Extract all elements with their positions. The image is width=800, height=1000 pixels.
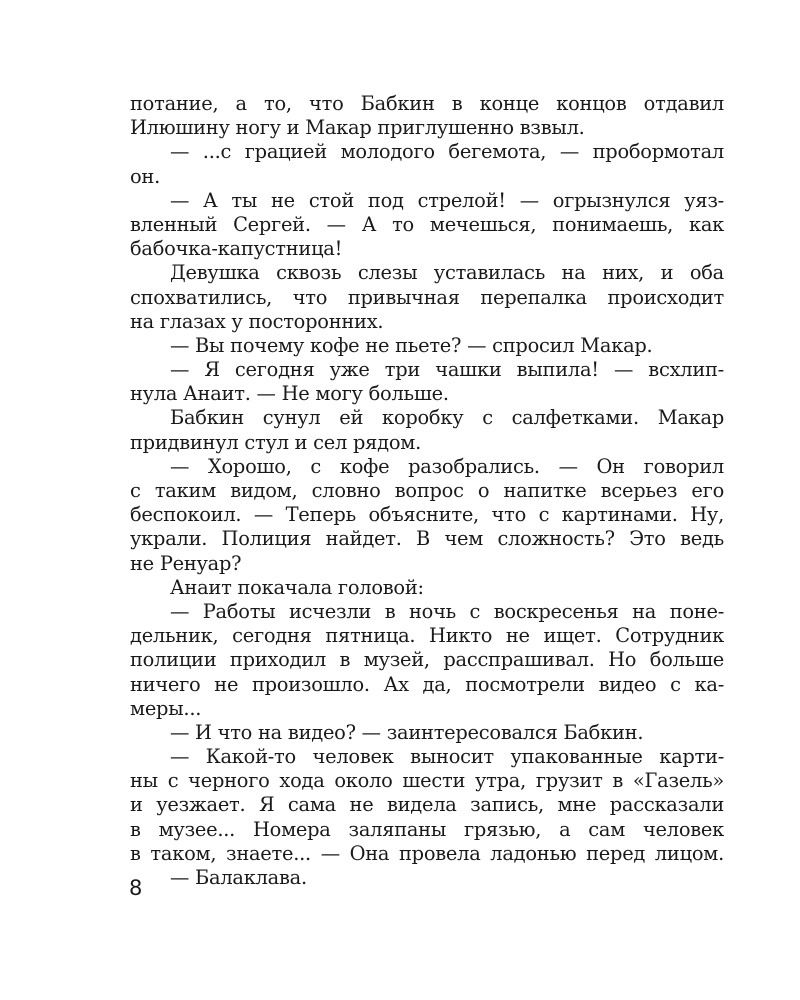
text-line: придвинул стул и сел рядом. — [130, 430, 421, 454]
text-line: не Ренуар? — [130, 551, 242, 575]
text-line: и уезжает. Я сама не видела запись, мне рассказали — [130, 793, 724, 817]
text-line: потание, а то, что Бабкин в конце концов отдавил — [130, 92, 724, 115]
text-line: ничего не произошло. Ах да, посмотрели видео с ка- — [130, 672, 724, 696]
text-line: украли. Полиция найдет. В чем сложность? Это ведь — [130, 527, 724, 551]
text-line: Бабкин сунул ей коробку с салфетками. Макар — [170, 406, 724, 430]
text-line: на глазах у посторонних. — [130, 309, 384, 333]
text-line: — Работы исчезли в ночь с воскресенья на поне- — [170, 599, 724, 623]
text-line: полиции приходил в музей, расспрашивал. Но больше — [130, 648, 724, 672]
text-line: дельник, сегодня пятница. Никто не ищет. Сотрудник — [130, 624, 724, 648]
text-line: в таком, знаете... — Она провела ладонью перед лицом. — [130, 841, 724, 865]
text-line: Анаит покачала головой: — [170, 575, 424, 599]
text-line: — Вы почему кофе не пьете? — спросил Макар. — [170, 333, 653, 357]
text-line: — И что на видео? — заинтересовался Бабкин. — [170, 720, 644, 744]
text-line: спохватились, что привычная перепалка происходит — [130, 285, 724, 309]
text-line: — ...с грацией молодого бегемота, — пробормотал — [170, 140, 724, 164]
text-line: с таким видом, словно вопрос о напитке всерьез его — [130, 479, 724, 502]
text-line: — Балаклава. — [170, 866, 307, 889]
text-line: — А ты не стой под стрелой! — огрызнулся уяз- — [170, 188, 724, 212]
text-line: меры... — [130, 696, 202, 720]
text-line: — Хорошо, с кофе разобрались. — Он говорил — [170, 454, 724, 478]
text-line: в музее... Номера заляпаны грязью, а сам человек — [130, 817, 724, 841]
text-line: Девушка сквозь слезы уставилась на них, и оба — [170, 261, 724, 285]
text-line: вленный Сергей. — А то мечешься, понимаешь, как — [130, 212, 724, 236]
text-line: беспокоил. — Теперь объясните, что с картинами. Ну, — [130, 503, 724, 527]
page-text — [130, 92, 724, 890]
text-line: — Какой-то человек выносит упакованные карти- — [170, 745, 724, 769]
text-line: он. — [130, 164, 161, 188]
page-number: 8 — [129, 876, 143, 900]
text-line: нула Анаит. — Не могу больше. — [130, 382, 449, 406]
text-line: ны с черного хода около шести утра, грузит в «Газель» — [130, 769, 724, 793]
text-line: Илюшину ногу и Макар приглушенно взвыл. — [130, 116, 585, 140]
text-line: бабочка-капустница! — [130, 237, 343, 261]
text-line: — Я сегодня уже три чашки выпила! — всхлип- — [170, 358, 724, 382]
